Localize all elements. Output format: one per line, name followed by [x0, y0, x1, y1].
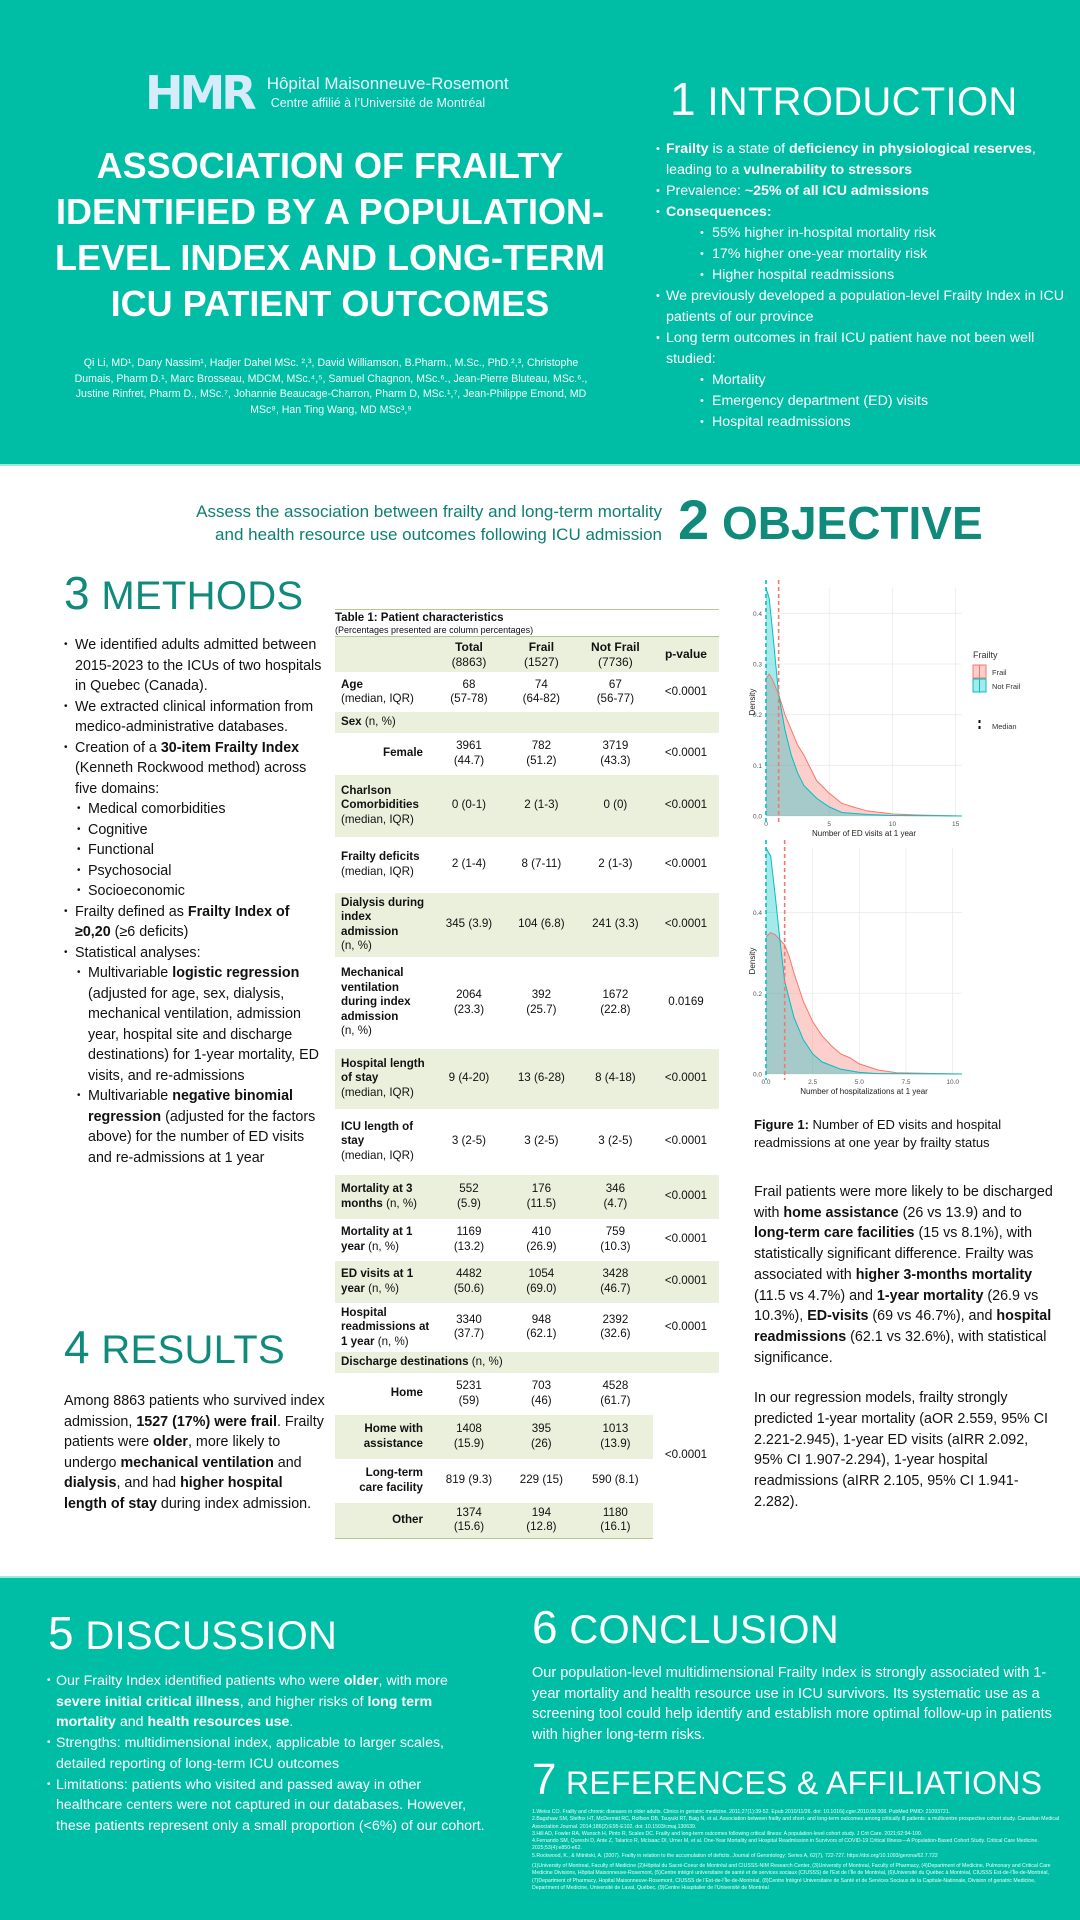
header-banner [0, 0, 1080, 464]
divider [0, 464, 1080, 466]
introduction-item: • Emergency department (ED) visits [656, 391, 1066, 412]
table-row: ED visits at 1 year (n, %) 4482 (50.6) 1054 (69.0) 3428 (46.7) <0.0001 [335, 1261, 719, 1303]
affiliations: (1)University of Montreal, Faculty of Medicine (2)Hôpital du Sacré-Coeur de Montréal and CIUSSS-NIM Research Center, (3)University of Montreal, Faculty of Pharmacy, (4)Department of Medicine, Pulmonary and Critical Care Medicine Divisions, Hôpital Maisonneuve-Rosemont, (5)Centre intégré universitaire de santé et de services sociaux (CIUSSS) de l’Est de l’Île de Montréal, (6)Université du Québec à Montréal, CIUSSS Est-de-l’Île-de-Montréal, (7)Department of Pharmacy, Hopital Maisonneuve-Rosemont, CIUSSS de l’Est-de-l’Île-de-Montréal, (8)Centre Intégré Universitaire de Santé et de Services Sociaux de la Capitale-Nationale, Division of geriatric Medicine, Department of Medicine, Université de Laval, Québec, (9)Centre Hospitalier de l’Université de Montréal [532, 1863, 1051, 1891]
regression-paragraph: In our regression models, frailty strongly predicted 1-year mortality (aOR 2.559, 95% CI 2.221-2.945), 1-year ED visits (aIRR 2.092, 95% CI 1.907-2.294), 1-year hospital readmissions (aIRR 2.105, 95% CI 1.941-2.282). [754, 1390, 1049, 1510]
introduction-item: • 17% higher one-year mortality risk [656, 244, 1066, 265]
svg-text:0.4: 0.4 [752, 910, 762, 918]
column-header: Not Frail (7736) [591, 640, 640, 669]
introduction-item: • 55% higher in-hospital mortality risk [656, 223, 1066, 244]
hospital-name: Hôpital Maisonneuve-Rosemont [266, 74, 509, 93]
reference-item: 5.Rockwood, K., & Mitnitski, A. (2007). Frailty in relation to the accumulation of deficits. Journal of Gerontology: Series A, 62(7), 722-727. https://doi.org/10.1093/gerona/62.7.722 [532, 1852, 938, 1859]
discussion-item: • Strengths: multidimensional index, applicable to larger scales, detailed reporting of long-term ICU outcomes [48, 1733, 488, 1774]
introduction-item: • Prevalence: ~25% of all ICU admissions [656, 181, 1066, 202]
table-row: Sex (n, %) [335, 712, 719, 733]
section-references [532, 1755, 1062, 1892]
methods-item: • Frailty defined as Frailty Index of ≥0,20 (≥6 deficits) [64, 902, 326, 943]
section-results [64, 1321, 326, 1514]
section-heading: 1 INTRODUCTION [670, 73, 1018, 125]
section-heading: 6 CONCLUSION [532, 1601, 840, 1653]
section-methods [64, 567, 326, 1168]
svg-text:0.0: 0.0 [752, 1071, 762, 1079]
poster-title [40, 143, 620, 327]
legend-frail-label: Frail [992, 668, 1007, 677]
methods-item: • Multivariable logistic regression (adjusted for age, sex, dialysis, mechanical ventilation, admission year, hospital site and discharge destinations) for 1-year mortality, ED visits, and re-admissions [64, 963, 326, 1086]
table-row: Female 3961 (44.7) 782 (51.2) 3719 (43.3) <0.0001 [383, 739, 708, 767]
table-row: Frailty deficits (median, IQR) 2 (1-4) 8 (7-11) 2 (1-3) <0.0001 [341, 850, 708, 878]
svg-text:7.5: 7.5 [901, 1079, 911, 1086]
hospitalizations-density-chart [744, 838, 970, 1106]
reference-item: 2.Bagshaw SM, Stelfox HT, McDermid RC, Rolfson DB, Tsuyuki RT, Baig N, et al. Association between frailty and short- and long-term outcomes among critically ill patients: a multicentre prospective cohort study. Canadian Medical Association Journal. 2014;186(2):E95-E102. doi: 10.1503/cmaj.130639. [532, 1816, 1060, 1830]
introduction-item: • Mortality [656, 370, 1066, 391]
svg-text:0.0: 0.0 [752, 813, 762, 821]
author-list: Qi Li, MD¹, Dany Nassim¹, Hadjer Dahel MSc. ²,³, David Williamson, B.Pharm., M.Sc., PhD.²,³, Christophe Dumais, Pharm D.¹, Marc Brosseau, MDCM, MSc.⁴,⁵, Samuel Chagnon, MSc.⁶., Jean-Pierre Bluteau, MSc.⁶., Justine Rinfret, Pharm D., MSc.⁷, Johannie Beaucage-Charron, Pharm D, MSc.¹,⁷, Jean-Philippe Emond, MD MSc⁸, Han Ting Wang, MD MSc³,⁹ [74, 357, 588, 416]
reference-list [532, 1809, 1062, 1860]
table-note: (Percentages presented are column percentages) [335, 625, 719, 637]
methods-item: • Cognitive [64, 820, 326, 841]
table-row: Long-term care facility 819 (9.3) 229 (15) 590 (8.1) [359, 1466, 639, 1494]
title-line: LEVEL INDEX AND LONG-TERM [54, 237, 606, 278]
svg-text:10.0: 10.0 [946, 1079, 959, 1086]
introduction-item: • Higher hospital readmissions [656, 265, 1066, 286]
section-conclusion [532, 1601, 1062, 1745]
methods-item: • We extracted clinical information from medico-administrative databases. [64, 697, 326, 738]
objective-text [90, 500, 662, 546]
reference-item: 1.Weiss CO. Frailty and chronic diseases in older adults. Clinics in geriatric medicine. 2011;27(1):39-52. Epub 2010/11/26. doi: 10.1016/j.cger.2010.08.008. PubMed PMID: 21093721. [532, 1809, 951, 1815]
methods-item: • Medical comorbidities [64, 799, 326, 820]
section-heading: 5 DISCUSSION [48, 1607, 338, 1659]
svg-text:0: 0 [764, 821, 768, 828]
table-row: Discharge destinations (n, %) [335, 1352, 719, 1373]
title-line: ASSOCIATION OF FRAILTY [96, 145, 564, 186]
hospital-affiliation: Centre affilié à l’Université de Montréal [270, 96, 486, 110]
introduction-list [656, 139, 1066, 433]
svg-text:0.4: 0.4 [752, 610, 762, 618]
svg-text:5: 5 [827, 821, 832, 828]
table-row: Mortality at 1 year (n, %) 1169 (13.2) 410 (26.9) 759 (10.3) <0.0001 [341, 1225, 708, 1253]
introduction-item: • Consequences: [656, 202, 1066, 223]
reference-item: 4.Fernando SM, Qureshi D, Ante Z, Talarico R, McIsaac DI, Urner M, et al. One-Year Mortality and Hospital Readmission in Survivors of COVID-19 Critical Illness—A Population-Based Cohort Study. Critical Care Medicine. 2025;53(4):e850-e62. [532, 1838, 1039, 1852]
methods-item: • Socioeconomic [64, 881, 326, 902]
methods-item: • Creation of a 30-item Frailty Index (Kenneth Rockwood method) across five domains: [64, 738, 326, 800]
column-header: Frail (1527) [524, 640, 559, 669]
table-row: Home with assistance 1408 (15.9) 395 (26) 1013 (13.9) [335, 1415, 719, 1459]
objective-line: Assess the association between frailty and long-term mortality [196, 502, 662, 521]
svg-text:0.1: 0.1 [752, 762, 762, 770]
title-line: IDENTIFIED BY A POPULATION- [55, 191, 604, 232]
column-header: p-value [664, 647, 707, 662]
svg-text:0.2: 0.2 [752, 712, 762, 720]
legend-title: Frailty [973, 650, 998, 660]
svg-text:Density: Density [748, 947, 757, 975]
methods-item: • Multivariable negative binomial regression (adjusted for the factors above) for the number of ED visits and re-admissions at 1 year [64, 1086, 326, 1168]
introduction-item: • Hospital readmissions [656, 412, 1066, 433]
methods-item: • Psychosocial [64, 861, 326, 882]
table-header-row [335, 637, 719, 672]
section-heading-objective: 2 OBJECTIVE [678, 488, 983, 551]
legend-median-label: Median [992, 722, 1017, 731]
table-row: Home 5231 (59) 703 (46) 4528 (61.7) <0.0001 [335, 1373, 719, 1415]
table-row: Age (median, IQR) 68 (57-78) 74 (64-82) 67 (56-77) <0.0001 [341, 677, 708, 705]
table-row: Charlson Comorbidities (median, IQR) 0 (0-1) 2 (1-3) 0 (0) <0.0001 [335, 775, 719, 837]
introduction-item: • Long term outcomes in frail ICU patient have not been well studied: [656, 328, 1066, 370]
reference-item: 3.Hill AD, Fowler RA, Wunsch H, Pinto R, Scales DC. Frailty and long-term outcomes following critical illness: A population-level cohort study. J Crit Care. 2021;62:94-100. [532, 1830, 923, 1837]
hospital-logo [145, 66, 509, 120]
svg-text:2.5: 2.5 [808, 1079, 818, 1086]
findings-paragraph: Frail patients were more likely to be discharged with home assistance (26 vs 13.9) and to long-term care facilities (15 vs 8.1%), with statistically significant difference. Frailty was associated with higher 3-months mortality (11.5 vs 4.7%) and 1-year mortality (26.9 vs 10.3%), ED-visits (69 vs 46.7%), and hospital readmissions (62.1 vs 32.6%), with statistical significance. [754, 1184, 1053, 1366]
svg-text:0.2: 0.2 [752, 990, 762, 998]
ed-visits-density-chart [744, 576, 970, 838]
svg-text:0.3: 0.3 [752, 661, 762, 669]
introduction-item: • We previously developed a population-level Frailty Index in ICU patients of our province [656, 286, 1066, 328]
section-heading: 3 METHODS [64, 567, 304, 619]
table-row: Mortality at 3 months (n, %) 552 (5.9) 176 (11.5) 346 (4.7) <0.0001 [335, 1175, 719, 1219]
section-heading: 7 REFERENCES & AFFILIATIONS [532, 1755, 1043, 1804]
table-row: Mechanical ventilation during index admission (n, %) 2064 (23.3) 392 (25.7) 1672 (22.8) 0.0169 [341, 966, 704, 1038]
chart-legend [970, 640, 1070, 740]
table-row: Hospital length of stay (median, IQR) 9 (4-20) 13 (6-28) 8 (4-18) <0.0001 [335, 1049, 719, 1109]
column-header: Total (8863) [451, 640, 487, 669]
discussion-item: • Limitations: patients who visited and passed away in other healthcare centers were not captured in our databases. However, these patients represent only a small proportion (<6%) of our cohort. [48, 1775, 488, 1837]
legend-not-frail-label: Not Frail [992, 682, 1021, 691]
svg-text:5.0: 5.0 [854, 1079, 864, 1086]
section-introduction [656, 73, 1066, 433]
patient-characteristics-table [335, 609, 719, 1539]
svg-text:0.0: 0.0 [761, 1079, 771, 1086]
table-row: Dialysis during index admission (n, %) 345 (3.9) 104 (6.8) 241 (3.3) <0.0001 [335, 893, 719, 957]
discussion-list [48, 1671, 488, 1837]
hospitalizations-density-plot [744, 838, 970, 1106]
hmr-logo-icon: HMR [145, 66, 253, 120]
table-row: Hospital readmissions at 1 year (n, %) 3340 (37.7) 948 (62.1) 2392 (32.6) <0.0001 [341, 1305, 708, 1348]
table-row: Other 1374 (15.6) 194 (12.8) 1180 (16.1) [335, 1503, 719, 1539]
discussion-item: • Our Frailty Index identified patients who were older, with more severe initial critical illness, and higher risks of long term mortality and health resources use. [48, 1671, 488, 1733]
results-summary: Among 8863 patients who survived index admission, 1527 (17%) were frail. Frailty patients were older, more likely to undergo mechanical ventilation and dialysis, and had higher hospital length of stay during index admission. [64, 1393, 325, 1512]
methods-list [64, 635, 326, 1168]
methods-item: • Functional [64, 840, 326, 861]
section-heading: 4 RESULTS [64, 1321, 285, 1373]
conclusion-text: Our population-level multidimensional Frailty Index is strongly associated with 1-year mortality and health resource use in ICU survivors. Its systematic use as a screening tool could help identify and establish more optimal follow-up in patients with higher long-term risks. [532, 1665, 1052, 1743]
svg-text:Number of ED visits at 1 year: Number of ED visits at 1 year [811, 829, 917, 838]
svg-text:10: 10 [888, 821, 897, 828]
results-findings [754, 1182, 1054, 1513]
svg-text:Number of hospitalizations at: Number of hospitalizations at 1 year [800, 1087, 928, 1096]
ed-visits-density-plot [744, 576, 970, 838]
table-title: Table 1: Patient characteristics [335, 612, 504, 624]
section-discussion [48, 1607, 488, 1837]
introduction-item: • Frailty is a state of deficiency in physiological reserves, leading to a vulnerability to stressors [656, 139, 1066, 181]
svg-text:Density: Density [748, 688, 757, 716]
table-row: ICU length of stay (median, IQR) 3 (2-5) 3 (2-5) 3 (2-5) <0.0001 [341, 1119, 708, 1162]
methods-item: • We identified adults admitted between 2015-2023 to the ICUs of two hospitals in Quebec (Canada). [64, 635, 326, 697]
title-line: ICU PATIENT OUTCOMES [110, 283, 550, 324]
svg-text:15: 15 [952, 821, 960, 828]
objective-line: and health resource use outcomes following ICU admission [215, 525, 662, 544]
methods-item: • Statistical analyses: [64, 943, 326, 964]
figure-caption: Figure 1: Number of ED visits and hospital readmissions at one year by frailty status [754, 1117, 1002, 1150]
discharge-p-value: <0.0001 [664, 1448, 708, 1461]
